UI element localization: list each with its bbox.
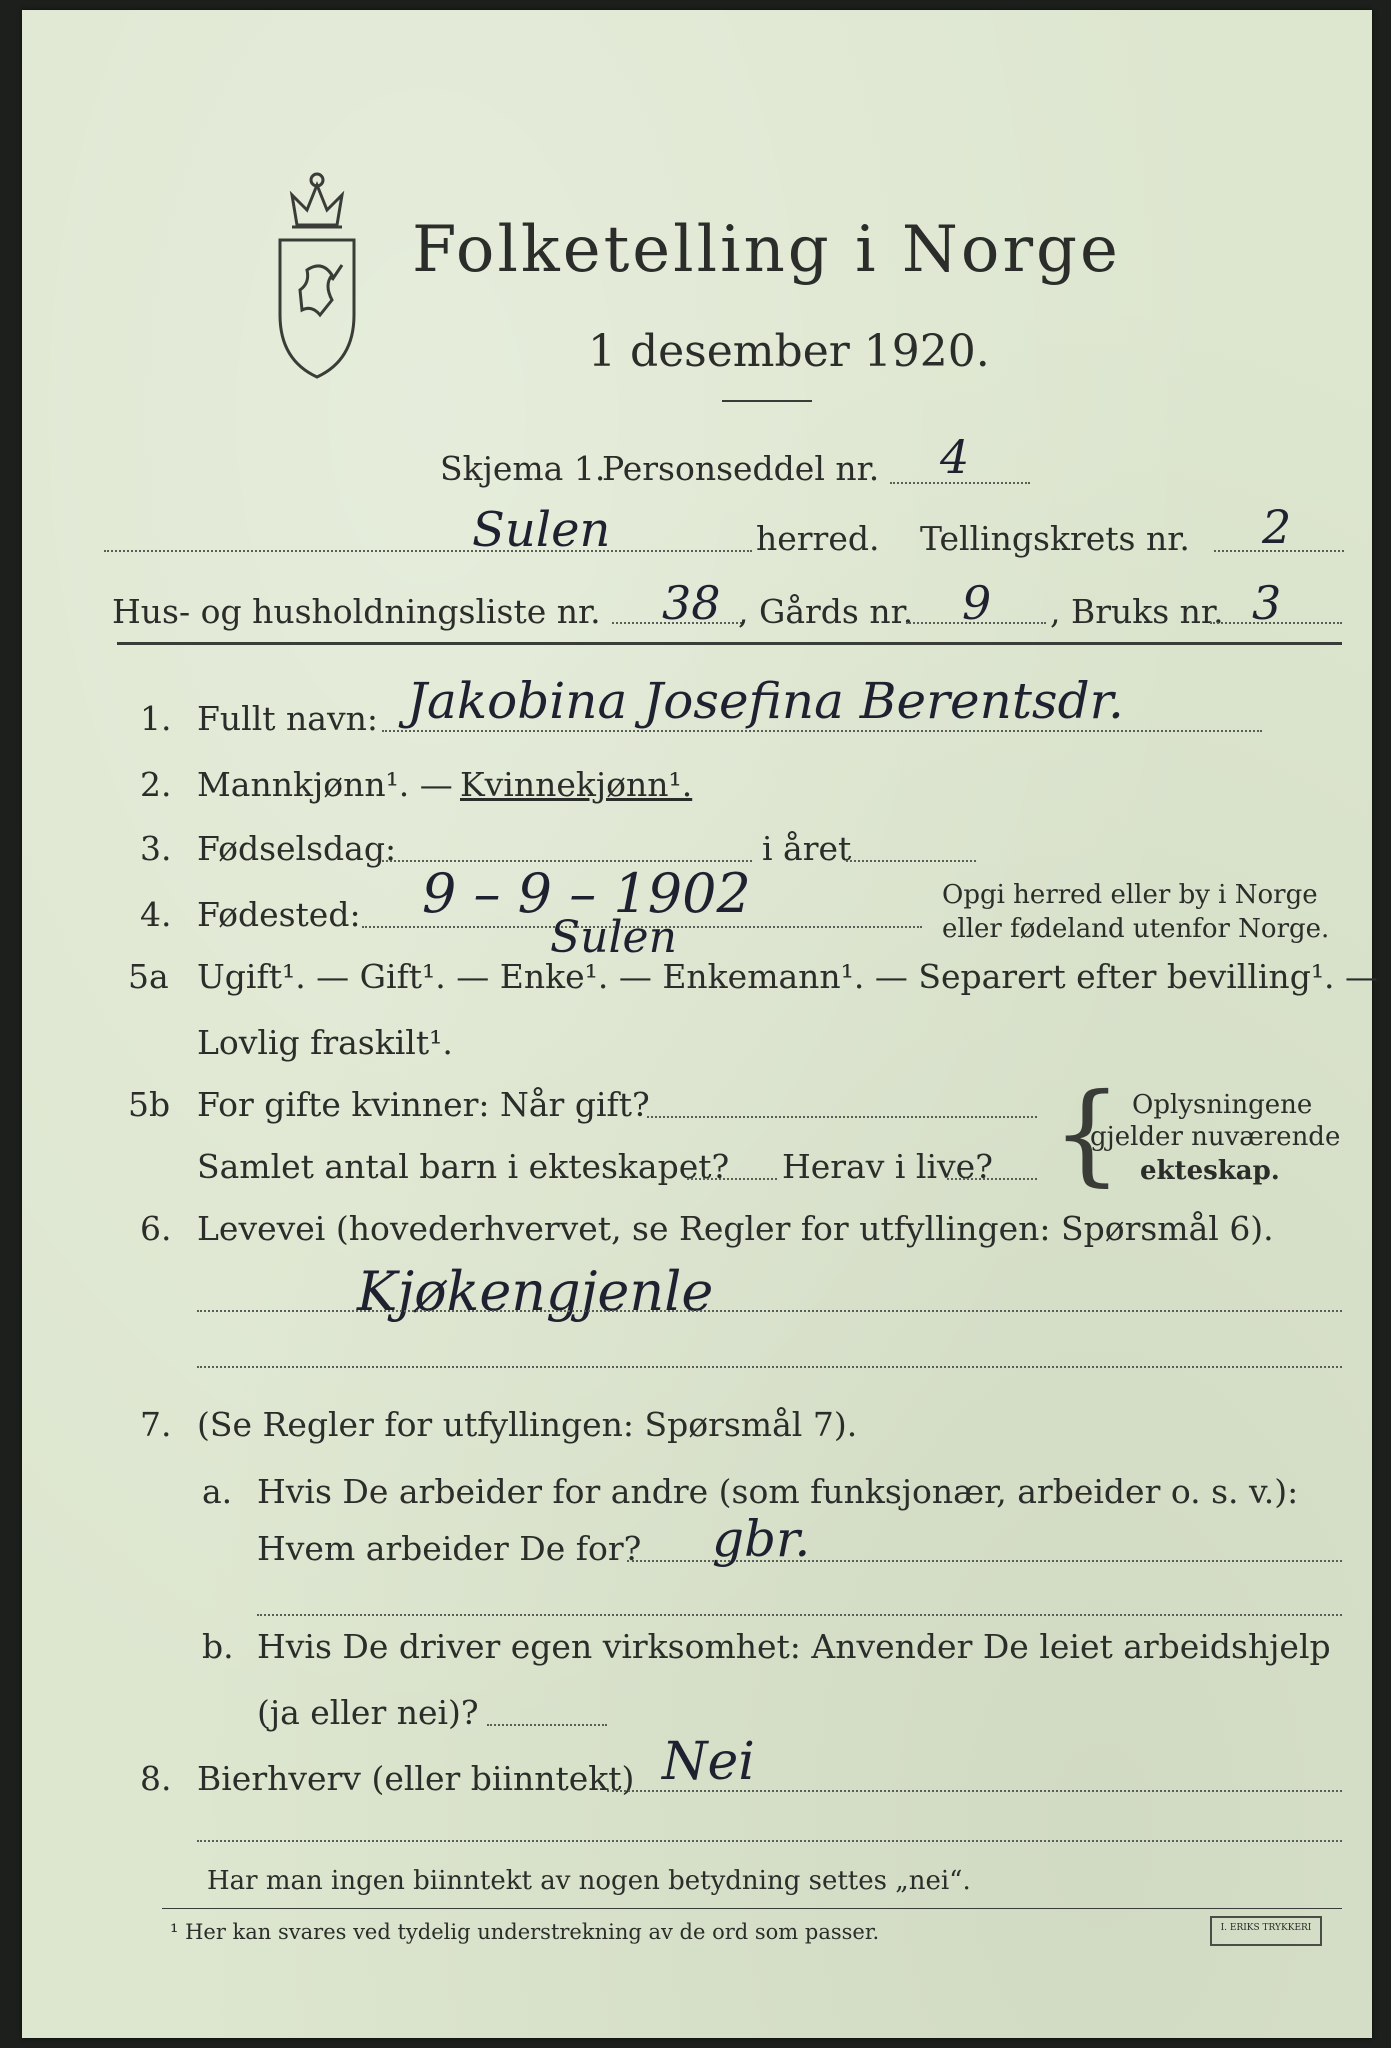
census-form (22, 10, 1379, 2038)
q7a-label: Hvis De arbeider for andre (som funksjonær, arbeider o. s. v.): (257, 1472, 1299, 1511)
q2-mannkjonn: Mannkjønn¹. — (197, 765, 453, 804)
q8-value: Nei (662, 1732, 755, 1792)
q5b-children-line (687, 1178, 777, 1180)
q7a-label-employer: Hvem arbeider De for? (257, 1529, 642, 1568)
herred-label: herred. (756, 519, 880, 558)
bruks-label: , Bruks nr. (1050, 592, 1224, 631)
herred-line (104, 550, 752, 552)
q5b-label-married: For gifte kvinner: Når gift? (197, 1085, 650, 1124)
q8-line-2 (197, 1840, 1342, 1842)
bruks-value: 3 (1252, 576, 1282, 630)
title-divider (722, 400, 812, 402)
q5b-brace: { (1052, 1069, 1122, 1197)
q7b-line (487, 1724, 607, 1726)
skjema-label: Skjema 1. (440, 449, 606, 488)
tellingskrets-value: 2 (1262, 500, 1292, 554)
gards-label: , Gårds nr. (738, 592, 914, 631)
q1-number: 1. (140, 699, 172, 738)
hus-label: Hus- og husholdningsliste nr. (112, 592, 601, 631)
q8-number: 8. (140, 1759, 172, 1798)
personseddel-label: Personseddel nr. (602, 449, 880, 488)
q7-number: 7. (140, 1405, 172, 1444)
q7a-line-2 (257, 1614, 1342, 1616)
q5b-label-children: Samlet antal barn i ekteskapet? (197, 1147, 730, 1186)
q4-label: Fødested: (197, 895, 361, 934)
form-title: Folketelling i Norge (412, 213, 1121, 287)
q7b-label-hire: (ja eller nei)? (257, 1693, 479, 1732)
q3-year-line (846, 860, 976, 862)
q4-number: 4. (140, 895, 172, 934)
q5b-number: 5b (128, 1085, 171, 1124)
q2-kvinnekjonn: Kvinnekjønn¹. (460, 765, 693, 804)
norwegian-coat-of-arms-icon (262, 165, 372, 380)
q4-note-1: Opgi herred eller by i Norge (942, 880, 1318, 910)
form-date: 1 desember 1920. (588, 326, 990, 377)
footnote: ¹ Her kan svares ved tydelig understrekning av de ord som passer. (170, 1920, 880, 1944)
q6-value: Kjøkengjenle (357, 1260, 714, 1323)
q5b-label-alive: Herav i live? (782, 1147, 993, 1186)
q3-label: Fødselsdag: (197, 829, 397, 868)
q5b-married-line (647, 1116, 1037, 1118)
q7a-value: gbr. (712, 1510, 811, 1568)
footer-note: Har man ingen biinntekt av nogen betydning settes „nei“. (207, 1866, 971, 1896)
q4-note-2: eller fødeland utenfor Norge. (942, 914, 1330, 944)
gards-value: 9 (962, 576, 992, 630)
q5a-line1: Ugift¹. — Gift¹. — Enke¹. — Enkemann¹. — Separert efter bevilling¹. — (197, 957, 1379, 996)
q8-label: Bierhverv (eller biinntekt) (197, 1759, 635, 1798)
tellingskrets-label: Tellingskrets nr. (920, 519, 1190, 558)
printer-stamp: I. ERIKS TRYKKERI (1210, 1916, 1322, 1946)
q3-label-year: i året (762, 829, 852, 868)
personseddel-value: 4 (940, 430, 970, 484)
q5b-note-3: ekteskap. (1140, 1156, 1280, 1186)
q1-value: Jakobina Josefina Berentsdr. (407, 672, 1124, 730)
q1-line (382, 730, 1262, 732)
q7b-label: Hvis De driver egen virksomhet: Anvender De leiet arbeidshjelp (257, 1627, 1331, 1666)
q2-number: 2. (140, 765, 172, 804)
q6-number: 6. (140, 1209, 172, 1248)
q5b-note-2: gjelder nuværende (1090, 1122, 1341, 1152)
q7a-number: a. (202, 1472, 233, 1511)
q5a-line2: Lovlig fraskilt¹. (197, 1023, 453, 1062)
herred-value: Sulen (472, 502, 611, 558)
hus-value: 38 (662, 576, 721, 630)
q3-number: 3. (140, 829, 172, 868)
q5b-note-1: Oplysningene (1132, 1090, 1313, 1120)
q6-line-1 (197, 1310, 1342, 1312)
footer-rule (162, 1908, 1342, 1909)
q6-line-2 (197, 1366, 1342, 1368)
q4-value: 9 – 9 – 1902 (422, 862, 751, 925)
header-rule (117, 642, 1342, 645)
q4-value-place: Sulen (550, 912, 677, 963)
q7-label: (Se Regler for utfyllingen: Spørsmål 7). (197, 1405, 858, 1444)
q7b-number: b. (202, 1627, 234, 1666)
q1-label: Fullt navn: (197, 699, 378, 738)
q5a-number: 5a (128, 957, 169, 996)
q6-label: Levevei (hovederhvervet, se Regler for utfyllingen: Spørsmål 6). (197, 1209, 1274, 1248)
q5b-alive-line (947, 1178, 1037, 1180)
